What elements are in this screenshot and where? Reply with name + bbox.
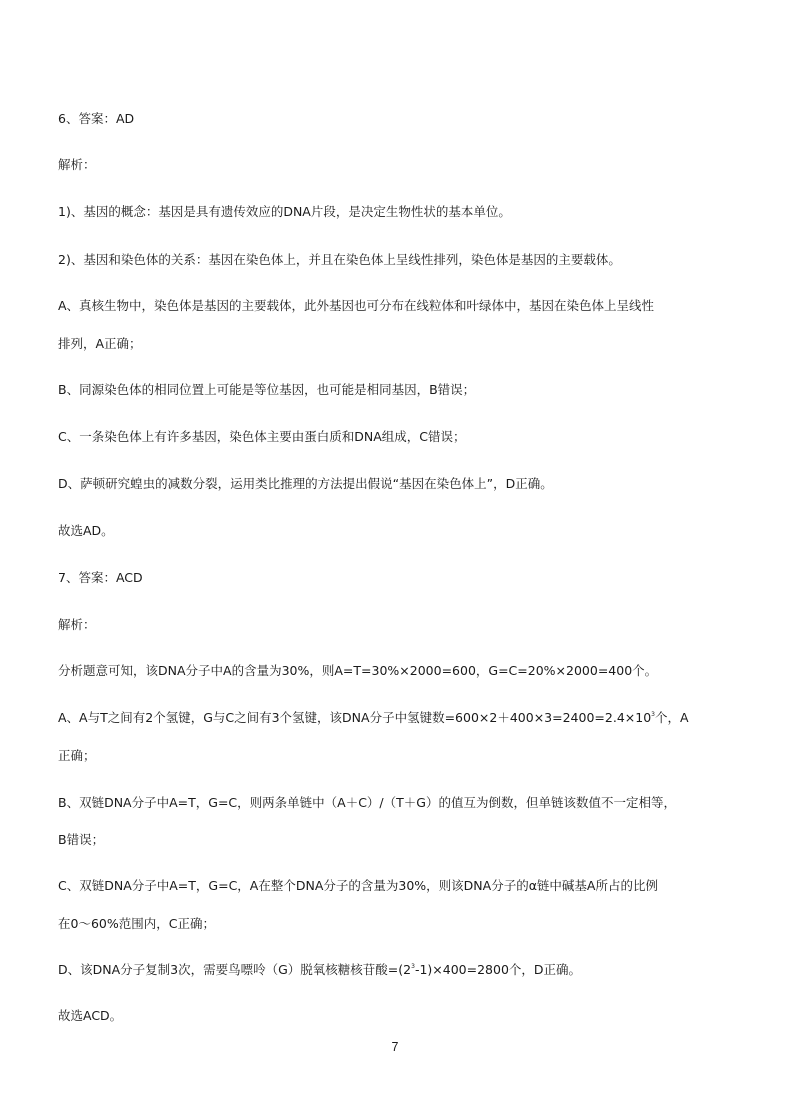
answer-7-intro: 分析题意可知，该DNA分子中A的含量为30%，则A=T=30%×2000=600，G=C=20%×2000=400个。 (58, 663, 658, 678)
answer-7-option-d-text: D、该DNA分子复制3次，需要鸟嘌呤（G）脱氧核糖核苷酸=(2 (58, 962, 412, 977)
answer-7-option-a-line-2: 正确； (58, 748, 96, 763)
answer-7-option-c-line-1: C、双链DNA分子中A=T，G=C，A在整个DNA分子的含量为30%，则该DNA分子的α链中碱基A所占的比例 (58, 878, 658, 893)
answer-6-option-b: B、同源染色体的相同位置上可能是等位基因，也可能是相同基因，B错误； (58, 382, 476, 397)
answer-7-option-a-text: A、A与T之间有2个氢键，G与C之间有3个氢键，该DNA分子中氢键数=600×2＋400×3=2400=2.4×10 (58, 710, 652, 725)
answer-7-option-b-line-1: B、双链DNA分子中A=T，G=C，则两条单链中（A＋C）/（T＋G）的值互为倒数，但单链该数值不一定相等， (58, 795, 676, 810)
answer-7-heading: 7、答案：ACD (58, 570, 143, 585)
answer-7-conclusion: 故选ACD。 (58, 1008, 123, 1023)
answer-7-option-c-line-2: 在0～60%范围内，C正确； (58, 916, 215, 931)
exponent: 3 (651, 711, 655, 718)
answer-6-option-d: D、萨顿研究蝗虫的减数分裂，运用类比推理的方法提出假说“基因在染色体上”，D正确。 (58, 476, 553, 491)
answer-7-option-b-line-2: B错误； (58, 832, 105, 847)
answer-6-option-a-line-2: 排列，A正确； (58, 336, 142, 351)
answer-6-option-a-line-1: A、真核生物中，染色体是基因的主要载体，此外基因也可分布在线粒体和叶绿体中，基因在染色体上呈线性 (58, 298, 655, 313)
answer-7-option-a-text-end: 个，A (654, 710, 689, 725)
answer-6-point-1: 1)、基因的概念：基因是具有遗传效应的DNA片段，是决定生物性状的基本单位。 (58, 204, 511, 219)
page-number: 7 (391, 1040, 399, 1054)
answer-7-analysis-label: 解析： (58, 617, 96, 632)
answer-7-option-d-text-end: -1)×400=2800个，D正确。 (414, 962, 582, 977)
answer-7-option-a-line-1 (58, 710, 738, 726)
answer-7-option-d (58, 962, 738, 978)
answer-6-heading: 6、答案：AD (58, 111, 135, 126)
exponent: 3 (411, 963, 415, 970)
answer-6-analysis-label: 解析： (58, 157, 96, 172)
answer-6-option-c: C、一条染色体上有许多基因，染色体主要由蛋白质和DNA组成，C错误； (58, 429, 466, 444)
answer-6-conclusion: 故选AD。 (58, 523, 114, 538)
answer-6-point-2: 2)、基因和染色体的关系：基因在染色体上，并且在染色体上呈线性排列，染色体是基因的主要载体。 (58, 252, 621, 267)
